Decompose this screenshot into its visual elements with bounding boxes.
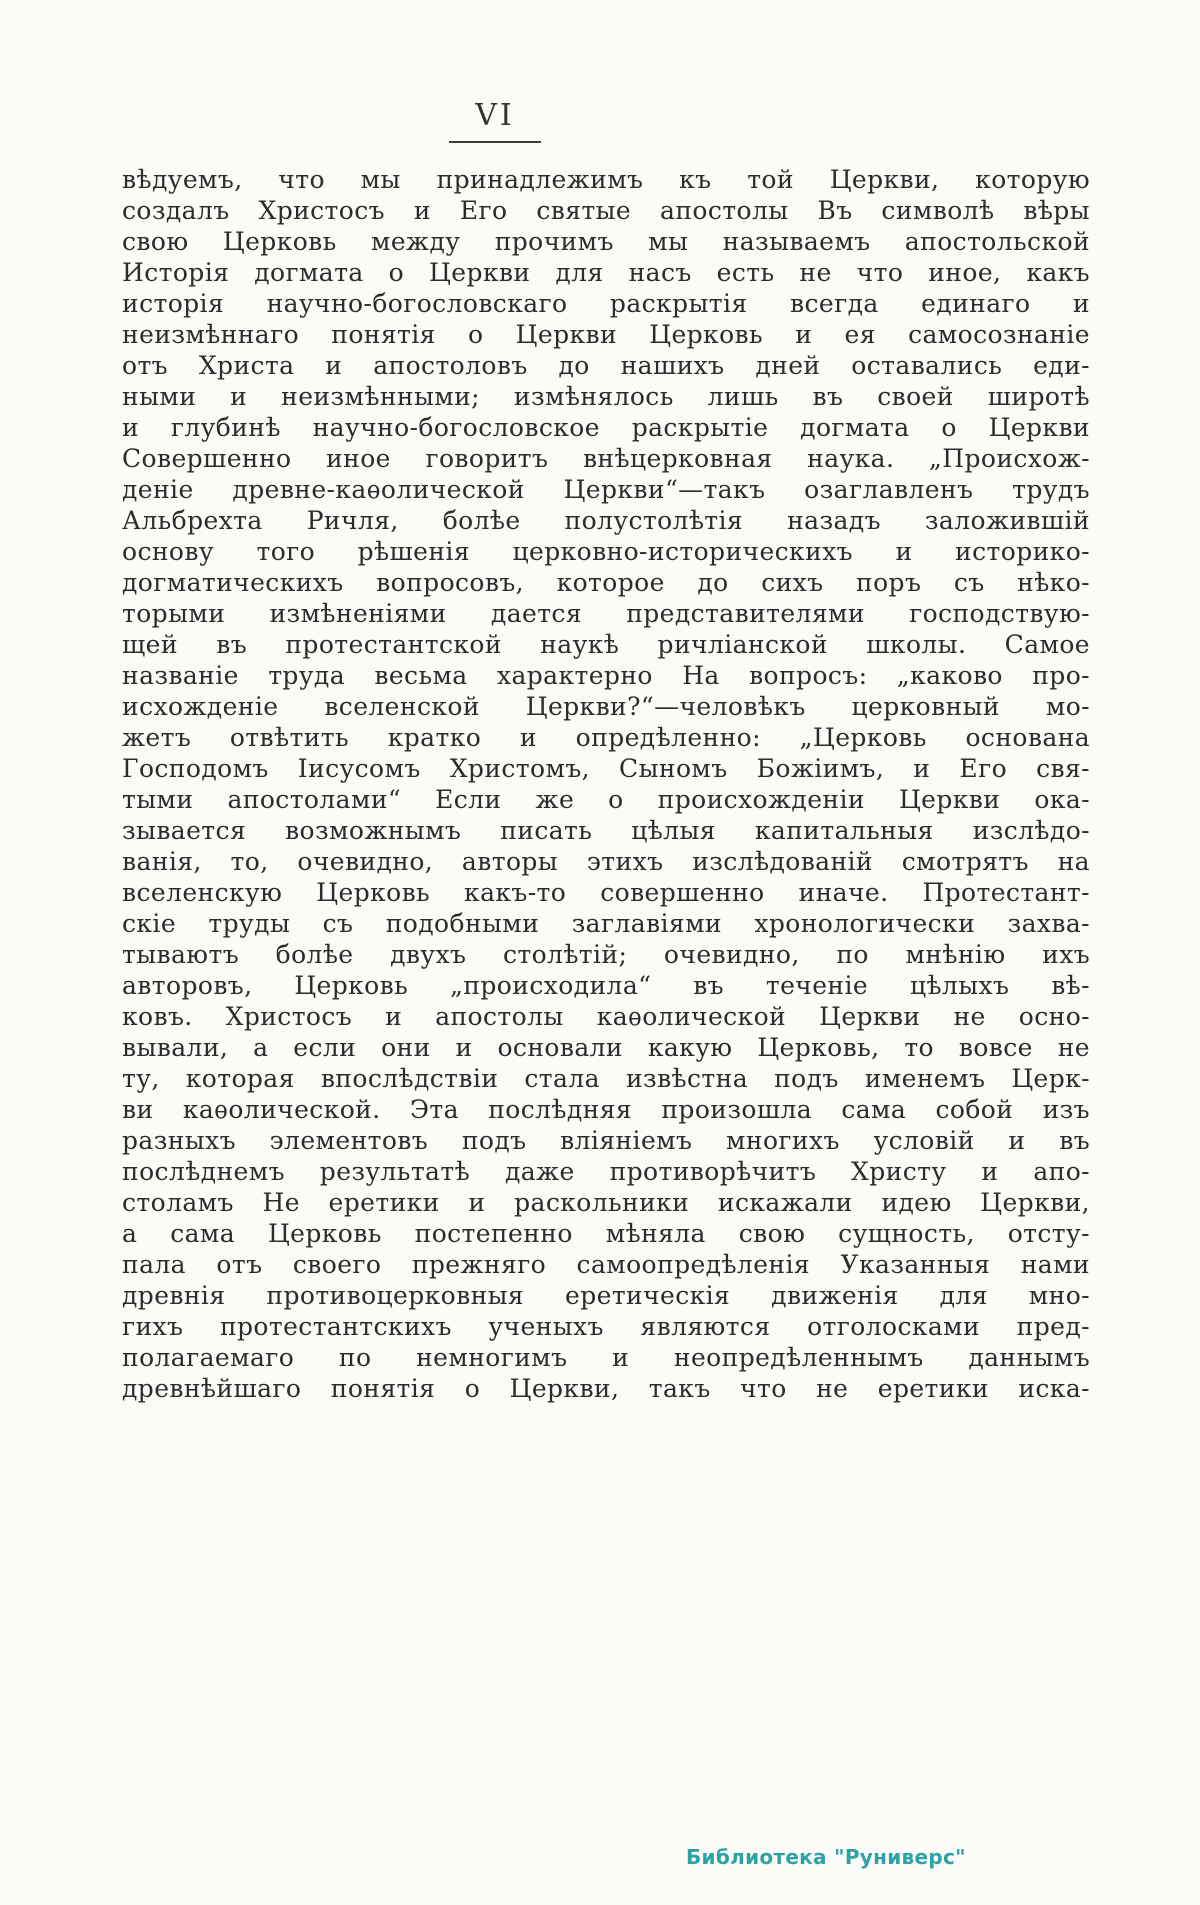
text-line: тываютъ болѣе двухъ столѣтій; очевидно, по мнѣнію ихъ bbox=[122, 940, 1090, 969]
text-line: исторія научно-богословскаго раскрытія всегда единаго и bbox=[122, 289, 1090, 318]
text-line: торыми измѣненіями дается представителями господствую- bbox=[122, 599, 1090, 628]
text-line: древнѣйшаго понятія о Церкви, такъ что не еретики иска- bbox=[122, 1374, 1090, 1403]
text-line: Исторія догмата о Церкви для насъ есть не что иное, какъ bbox=[122, 258, 1090, 287]
text-line: гихъ протестантскихъ ученыхъ являются отголосками пред- bbox=[122, 1312, 1090, 1341]
text-line: послѣднемъ результатѣ даже противорѣчитъ Христу и апо- bbox=[122, 1157, 1090, 1186]
text-line: тыми апостолами“ Если же о происхожденіи Церкви ока- bbox=[122, 785, 1090, 814]
text-line: ковъ. Христосъ и апостолы каѳолической Церкви не осно- bbox=[122, 1002, 1090, 1031]
text-line: вселенскую Церковь какъ-то совершенно иначе. Протестант- bbox=[122, 878, 1090, 907]
body-text bbox=[122, 164, 1090, 1404]
text-line: догматическихъ вопросовъ, которое до сихъ поръ съ нѣко- bbox=[122, 568, 1090, 597]
text-line: ви каѳолической. Эта послѣдняя произошла сама собой изъ bbox=[122, 1095, 1090, 1124]
text-line: неизмѣннаго понятія о Церкви Церковь и ея самосознаніе bbox=[122, 320, 1090, 349]
text-line: щей въ протестантской наукѣ ричліанской школы. Самое bbox=[122, 630, 1090, 659]
text-line: ванія, то, очевидно, авторы этихъ изслѣдованій смотрятъ на bbox=[122, 847, 1090, 876]
text-line: и глубинѣ научно-богословское раскрытіе догмата о Церкви bbox=[122, 413, 1090, 442]
page-number: VI bbox=[449, 98, 541, 143]
text-line: столамъ Не еретики и раскольники искажали идею Церкви, bbox=[122, 1188, 1090, 1217]
text-line: зывается возможнымъ писать цѣлыя капитальныя изслѣдо- bbox=[122, 816, 1090, 845]
text-line: создалъ Христосъ и Его святые апостолы Въ символѣ вѣры bbox=[122, 196, 1090, 225]
text-line: Господомъ Іисусомъ Христомъ, Сыномъ Божіимъ, и Его свя- bbox=[122, 754, 1090, 783]
text-line: названіе труда весьма характерно На вопросъ: „каково про- bbox=[122, 661, 1090, 690]
text-line: основу того рѣшенія церковно-историческихъ и историко- bbox=[122, 537, 1090, 566]
text-line: авторовъ, Церковь „происходила“ въ теченіе цѣлыхъ вѣ- bbox=[122, 971, 1090, 1000]
page-header bbox=[0, 98, 990, 143]
text-line: деніе древне-каѳолической Церкви“—такъ озаглавленъ трудъ bbox=[122, 475, 1090, 504]
library-watermark: Библиотека "Руниверс" bbox=[686, 1845, 966, 1869]
text-line: скіе труды съ подобными заглавіями хронологически захва- bbox=[122, 909, 1090, 938]
text-line: ту, которая впослѣдствіи стала извѣстна подъ именемъ Церк- bbox=[122, 1064, 1090, 1093]
text-line: отъ Христа и апостоловъ до нашихъ дней оставались еди- bbox=[122, 351, 1090, 380]
text-line: жетъ отвѣтить кратко и опредѣленно: „Церковь основана bbox=[122, 723, 1090, 752]
text-line: ными и неизмѣнными; измѣнялось лишь въ своей широтѣ bbox=[122, 382, 1090, 411]
text-line: разныхъ элементовъ подъ вліяніемъ многихъ условій и въ bbox=[122, 1126, 1090, 1155]
text-line: вѣдуемъ, что мы принадлежимъ къ той Церкви, которую bbox=[122, 165, 1090, 194]
text-line: древнія противоцерковныя еретическія движенія для мно- bbox=[122, 1281, 1090, 1310]
text-line: свою Церковь между прочимъ мы называемъ апостольской bbox=[122, 227, 1090, 256]
text-line: вывали, а если они и основали какую Церковь, то вовсе не bbox=[122, 1033, 1090, 1062]
text-line: Совершенно иное говоритъ внѣцерковная наука. „Происхож- bbox=[122, 444, 1090, 473]
text-line: Альбрехта Ричля, болѣе полустолѣтія назадъ заложившій bbox=[122, 506, 1090, 535]
text-line: пала отъ своего прежняго самоопредѣленія Указанныя нами bbox=[122, 1250, 1090, 1279]
text-line: а сама Церковь постепенно мѣняла свою сущность, отсту- bbox=[122, 1219, 1090, 1248]
text-line: полагаемаго по немногимъ и неопредѣленнымъ даннымъ bbox=[122, 1343, 1090, 1372]
text-line: исхожденіе вселенской Церкви?“—человѣкъ церковный мо- bbox=[122, 692, 1090, 721]
